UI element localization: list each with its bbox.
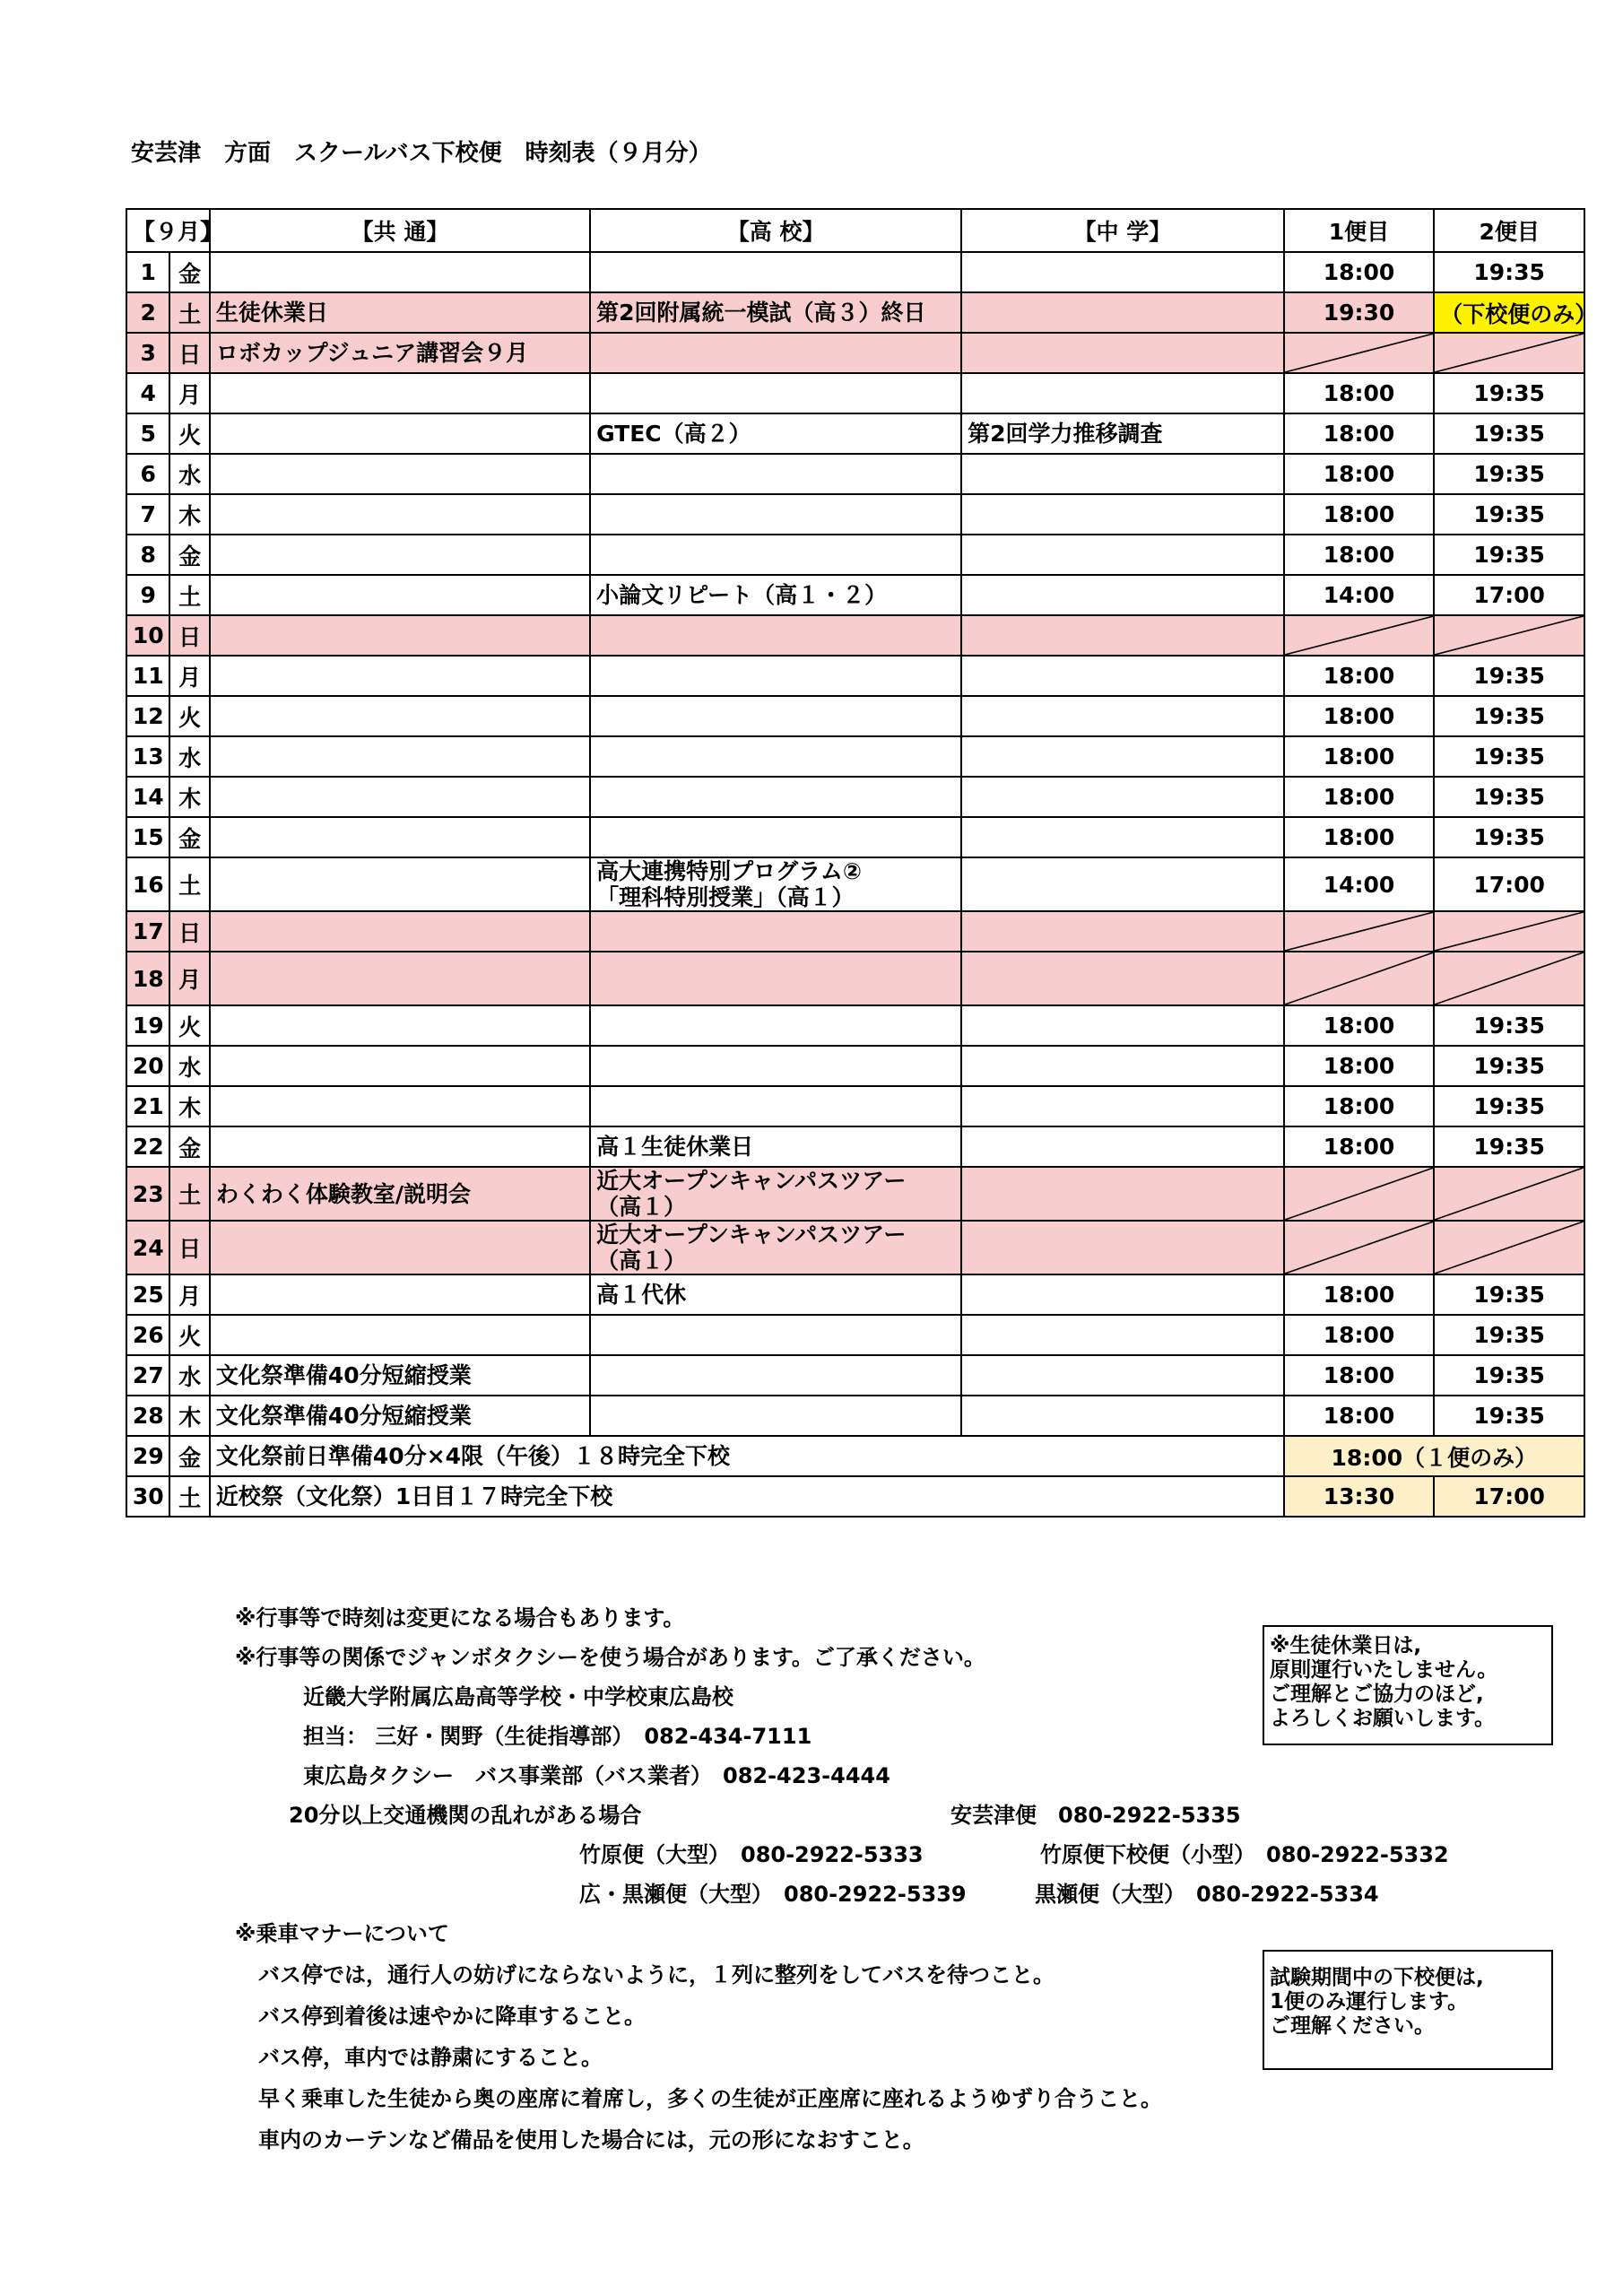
event-high-school — [590, 1086, 961, 1126]
bus-time-1: 18:00 — [1284, 373, 1435, 413]
event-middle-school — [961, 656, 1284, 696]
day-number: 29 — [126, 1436, 169, 1476]
bus-time-2: 19:35 — [1434, 413, 1584, 454]
event-high-school — [590, 696, 961, 736]
table-row — [126, 292, 1584, 333]
event-common — [210, 1126, 590, 1167]
event-high-school: 高１生徒休業日 — [590, 1126, 961, 1167]
event-middle-school — [961, 1355, 1284, 1396]
event-high-school — [590, 656, 961, 696]
bus-time-1: 18:00 — [1284, 736, 1435, 777]
event-high-school — [590, 1046, 961, 1086]
no-service-bus-1 — [1284, 911, 1435, 952]
event-high-school — [590, 535, 961, 575]
bus-time-2: 17:00 — [1434, 1476, 1584, 1517]
table-row — [126, 1221, 1584, 1274]
weekday: 土 — [169, 1167, 209, 1221]
table-row — [126, 252, 1584, 292]
weekday: 土 — [169, 575, 209, 615]
bus-time-2: 19:35 — [1434, 454, 1584, 494]
bus-time-1: 18:00 — [1284, 1315, 1435, 1355]
bus-time-1: 18:00 — [1284, 1274, 1435, 1315]
day-number: 30 — [126, 1476, 169, 1517]
header-month: 【９月】 — [126, 209, 210, 252]
day-number: 5 — [126, 413, 169, 454]
bus-time-2: （下校便のみ） — [1434, 292, 1584, 333]
bus-time-1: 18:00 — [1284, 1126, 1435, 1167]
day-number: 4 — [126, 373, 169, 413]
bus-time-2: 17:00 — [1434, 575, 1584, 615]
note-jumbo-taxi: ※行事等の関係でジャンボタクシーを使う場合があります。ご了承ください。 — [235, 1645, 985, 1670]
day-number: 8 — [126, 535, 169, 575]
event-middle-school — [961, 333, 1284, 373]
event-common — [210, 857, 590, 911]
weekday: 金 — [169, 1436, 209, 1476]
manner-line-3: バス停，車内では静粛にすること。 — [258, 2045, 603, 2070]
bus-time-1: 18:00 — [1284, 656, 1435, 696]
table-row — [126, 1167, 1584, 1221]
event-common — [210, 777, 590, 817]
day-number: 21 — [126, 1086, 169, 1126]
weekday: 水 — [169, 1355, 209, 1396]
header-common: 【共 通】 — [210, 209, 590, 252]
table-row — [126, 333, 1584, 373]
event-high-school: 高１代休 — [590, 1274, 961, 1315]
bus-time-1: 18:00 — [1284, 696, 1435, 736]
day-number: 23 — [126, 1167, 169, 1221]
event-high-school — [590, 1355, 961, 1396]
event-middle-school — [961, 1274, 1284, 1315]
no-service-bus-2 — [1434, 615, 1584, 656]
weekday: 土 — [169, 1476, 209, 1517]
manner-line-1: バス停では，通行人の妨げにならないように，１列に整列をしてバスを待つこと。 — [258, 1962, 1055, 1987]
no-service-bus-1 — [1284, 952, 1435, 1005]
bus-time-1: 14:00 — [1284, 857, 1435, 911]
table-row — [126, 1046, 1584, 1086]
event-common: 文化祭準備40分短縮授業 — [210, 1355, 590, 1396]
table-row — [126, 857, 1584, 911]
event-common — [210, 911, 590, 952]
holiday-notice-line-3: ご理解とご協力のほど, — [1270, 1683, 1484, 1706]
table-row — [126, 1396, 1584, 1436]
bus-time-1: 19:30 — [1284, 292, 1435, 333]
holiday-notice-line-4: よろしくお願いします。 — [1270, 1707, 1496, 1730]
day-number: 9 — [126, 575, 169, 615]
day-number: 2 — [126, 292, 169, 333]
event-middle-school — [961, 292, 1284, 333]
day-number: 27 — [126, 1355, 169, 1396]
event-high-school — [590, 333, 961, 373]
bus-time-2: 19:35 — [1434, 777, 1584, 817]
holiday-notice-line-2: 原則運行いたしません。 — [1270, 1658, 1498, 1682]
manner-line-4: 早く乗車した生徒から奥の座席に着席し，多くの生徒が正座席に座れるようゆずり合うこと。 — [258, 2086, 1162, 2111]
bus-time-1: 18:00 — [1284, 535, 1435, 575]
phone-hiro-kurose: 広・黒瀬便（大型） 080-2922-5339 — [579, 1882, 967, 1907]
event-common — [210, 817, 590, 857]
weekday: 金 — [169, 252, 209, 292]
event-common — [210, 413, 590, 454]
phone-takehara-large: 竹原便（大型） 080-2922-5333 — [579, 1842, 924, 1867]
event-middle-school — [961, 615, 1284, 656]
event-high-school — [590, 454, 961, 494]
bus-time-2: 19:35 — [1434, 1396, 1584, 1436]
day-number: 10 — [126, 615, 169, 656]
bus-time-1: 18:00 — [1284, 1005, 1435, 1046]
delay-notice: 20分以上交通機関の乱れがある場合 — [289, 1803, 642, 1828]
contact-person: 担当： 三好・関野（生徒指導部） 082-434-7111 — [303, 1724, 812, 1749]
event-high-school — [590, 615, 961, 656]
bus-time-2: 19:35 — [1434, 252, 1584, 292]
phone-kurose: 黒瀬便（大型） 080-2922-5334 — [1035, 1882, 1379, 1907]
weekday: 月 — [169, 1274, 209, 1315]
bus-time-1: 18:00 — [1284, 1396, 1435, 1436]
exam-notice-box — [1263, 1950, 1553, 2070]
event-common — [210, 1086, 590, 1126]
no-service-bus-2 — [1434, 333, 1584, 373]
event-middle-school — [961, 817, 1284, 857]
bus-time-2: 19:35 — [1434, 736, 1584, 777]
event-high-school — [590, 777, 961, 817]
bus-time-1: 18:00 — [1284, 777, 1435, 817]
weekday: 月 — [169, 952, 209, 1005]
event-middle-school — [961, 373, 1284, 413]
no-service-bus-2 — [1434, 952, 1584, 1005]
event-high-school: 小論文リピート（高１・２） — [590, 575, 961, 615]
table-row — [126, 1086, 1584, 1126]
event-middle-school — [961, 535, 1284, 575]
exam-notice-line-2: 1便のみ運行します。 — [1270, 1990, 1469, 2013]
event-middle-school — [961, 1046, 1284, 1086]
bus-time-2: 17:00 — [1434, 857, 1584, 911]
event-high-school — [590, 911, 961, 952]
weekday: 金 — [169, 817, 209, 857]
event-high-school — [590, 736, 961, 777]
event-middle-school — [961, 1005, 1284, 1046]
bus-time-1: 18:00 — [1284, 413, 1435, 454]
day-number: 25 — [126, 1274, 169, 1315]
table-row — [126, 1355, 1584, 1396]
holiday-notice-box — [1263, 1625, 1553, 1745]
header-bus-1: 1便目 — [1284, 209, 1435, 252]
event-high-school — [590, 1315, 961, 1355]
table-row — [126, 1274, 1584, 1315]
bus-time-2: 19:35 — [1434, 1315, 1584, 1355]
event-common — [210, 696, 590, 736]
table-row — [126, 817, 1584, 857]
event-common: 文化祭準備40分短縮授業 — [210, 1396, 590, 1436]
weekday: 日 — [169, 615, 209, 656]
event-high-school — [590, 252, 961, 292]
event-merged: 近校祭（文化祭）1日目１７時完全下校 — [210, 1476, 1284, 1517]
bus-time-1: 18:00 — [1284, 1086, 1435, 1126]
bus-time-1: 18:00 — [1284, 817, 1435, 857]
day-number: 13 — [126, 736, 169, 777]
table-row — [126, 952, 1584, 1005]
event-middle-school — [961, 1396, 1284, 1436]
event-high-school: 高大連携特別プログラム② 「理科特別授業」（高１） — [590, 857, 961, 911]
day-number: 16 — [126, 857, 169, 911]
event-middle-school — [961, 1315, 1284, 1355]
holiday-notice-line-1: ※生徒休業日は, — [1270, 1634, 1422, 1657]
weekday: 火 — [169, 1315, 209, 1355]
event-common — [210, 952, 590, 1005]
table-row — [126, 454, 1584, 494]
weekday: 水 — [169, 736, 209, 777]
no-service-bus-2 — [1434, 1167, 1584, 1221]
weekday: 水 — [169, 1046, 209, 1086]
event-middle-school — [961, 911, 1284, 952]
table-row — [126, 575, 1584, 615]
event-high-school — [590, 817, 961, 857]
weekday: 月 — [169, 656, 209, 696]
table-row — [126, 615, 1584, 656]
table-row — [126, 1436, 1584, 1476]
weekday: 金 — [169, 1126, 209, 1167]
event-common — [210, 1315, 590, 1355]
table-row — [126, 911, 1584, 952]
event-merged: 文化祭前日準備40分×4限（午後）１８時完全下校 — [210, 1436, 1284, 1476]
event-high-school — [590, 494, 961, 535]
manners-title: ※乗車マナーについて — [235, 1921, 449, 1946]
event-high-school — [590, 373, 961, 413]
table-row — [126, 1476, 1584, 1517]
bus-time-2: 19:35 — [1434, 696, 1584, 736]
event-common: 生徒休業日 — [210, 292, 590, 333]
event-middle-school — [961, 494, 1284, 535]
event-common — [210, 1005, 590, 1046]
event-high-school: 近大オープンキャンパスツアー （高１） — [590, 1167, 961, 1221]
event-middle-school — [961, 252, 1284, 292]
weekday: 木 — [169, 1086, 209, 1126]
school-name: 近畿大学附属広島高等学校・中学校東広島校 — [303, 1684, 733, 1709]
header-middle-school: 【中 学】 — [961, 209, 1284, 252]
event-common — [210, 1046, 590, 1086]
event-high-school: 近大オープンキャンパスツアー （高１） — [590, 1221, 961, 1274]
no-service-bus-1 — [1284, 1167, 1435, 1221]
event-middle-school — [961, 1221, 1284, 1274]
note-time-change: ※行事等で時刻は変更になる場合もあります。 — [235, 1605, 685, 1631]
day-number: 3 — [126, 333, 169, 373]
table-row — [126, 1126, 1584, 1167]
weekday: 火 — [169, 1005, 209, 1046]
day-number: 20 — [126, 1046, 169, 1086]
no-service-bus-1 — [1284, 615, 1435, 656]
manner-line-5: 車内のカーテンなど備品を使用した場合には，元の形になおすこと。 — [258, 2127, 924, 2152]
event-common — [210, 736, 590, 777]
header-high-school: 【高 校】 — [590, 209, 961, 252]
event-high-school: GTEC（高２） — [590, 413, 961, 454]
table-row — [126, 373, 1584, 413]
bus-time-1: 18:00 — [1284, 454, 1435, 494]
day-number: 18 — [126, 952, 169, 1005]
header-bus-2: 2便目 — [1434, 209, 1584, 252]
event-common — [210, 615, 590, 656]
event-middle-school — [961, 1167, 1284, 1221]
bus-time-1: 13:30 — [1284, 1476, 1435, 1517]
weekday: 日 — [169, 333, 209, 373]
event-common — [210, 575, 590, 615]
weekday: 日 — [169, 911, 209, 952]
bus-time-2: 19:35 — [1434, 1355, 1584, 1396]
weekday: 金 — [169, 535, 209, 575]
event-high-school — [590, 1396, 961, 1436]
bus-time-1: 18:00 — [1284, 1046, 1435, 1086]
event-common — [210, 494, 590, 535]
table-row — [126, 413, 1584, 454]
event-common — [210, 454, 590, 494]
bus-timetable — [126, 208, 1598, 1518]
page-title: 安芸津 方面 スクールバス下校便 時刻表（９月分） — [131, 140, 712, 167]
event-middle-school — [961, 952, 1284, 1005]
day-number: 7 — [126, 494, 169, 535]
day-number: 1 — [126, 252, 169, 292]
exam-notice-line-3: ご理解ください。 — [1270, 2014, 1435, 2038]
bus-time-2: 19:35 — [1434, 656, 1584, 696]
day-number: 17 — [126, 911, 169, 952]
event-common: ロボカップジュニア講習会９月 — [210, 333, 590, 373]
event-common — [210, 1274, 590, 1315]
no-service-bus-2 — [1434, 1221, 1584, 1274]
event-high-school — [590, 952, 961, 1005]
weekday: 木 — [169, 1396, 209, 1436]
event-common — [210, 373, 590, 413]
table-header-row — [126, 209, 1584, 252]
bus-time-2: 19:35 — [1434, 1126, 1584, 1167]
exam-notice-line-1: 試験期間中の下校便は, — [1270, 1966, 1484, 1989]
no-service-bus-2 — [1434, 911, 1584, 952]
event-common — [210, 252, 590, 292]
day-number: 26 — [126, 1315, 169, 1355]
event-high-school: 第2回附属統一模試（高３）終日 — [590, 292, 961, 333]
event-common — [210, 535, 590, 575]
day-number: 19 — [126, 1005, 169, 1046]
event-common: わくわく体験教室/説明会 — [210, 1167, 590, 1221]
weekday: 火 — [169, 413, 209, 454]
bus-time-2: 19:35 — [1434, 1086, 1584, 1126]
bus-time-2: 19:35 — [1434, 535, 1584, 575]
day-number: 12 — [126, 696, 169, 736]
table-row — [126, 1005, 1584, 1046]
day-number: 6 — [126, 454, 169, 494]
event-middle-school — [961, 696, 1284, 736]
bus-time-1: 14:00 — [1284, 575, 1435, 615]
table-row — [126, 777, 1584, 817]
day-number: 11 — [126, 656, 169, 696]
phone-takehara-small: 竹原便下校便（小型） 080-2922-5332 — [1040, 1842, 1449, 1867]
day-number: 15 — [126, 817, 169, 857]
manner-line-2: バス停到着後は速やかに降車すること。 — [258, 2004, 646, 2029]
table-row — [126, 535, 1584, 575]
weekday: 木 — [169, 777, 209, 817]
day-number: 14 — [126, 777, 169, 817]
event-common — [210, 1221, 590, 1274]
table-row — [126, 494, 1584, 535]
bus-time-2: 19:35 — [1434, 1005, 1584, 1046]
weekday: 日 — [169, 1221, 209, 1274]
event-middle-school — [961, 857, 1284, 911]
day-number: 22 — [126, 1126, 169, 1167]
bus-time-2: 19:35 — [1434, 1274, 1584, 1315]
event-common — [210, 656, 590, 696]
weekday: 火 — [169, 696, 209, 736]
no-service-bus-1 — [1284, 1221, 1435, 1274]
weekday: 土 — [169, 857, 209, 911]
bus-time-1: 18:00 — [1284, 494, 1435, 535]
no-service-bus-1 — [1284, 333, 1435, 373]
table-row — [126, 736, 1584, 777]
table-row — [126, 1315, 1584, 1355]
bus-time-1: 18:00 — [1284, 252, 1435, 292]
event-middle-school: 第2回学力推移調査 — [961, 413, 1284, 454]
event-middle-school — [961, 575, 1284, 615]
bus-time-merged: 18:00（１便のみ） — [1284, 1436, 1584, 1476]
weekday: 月 — [169, 373, 209, 413]
bus-time-2: 19:35 — [1434, 494, 1584, 535]
weekday: 水 — [169, 454, 209, 494]
weekday: 木 — [169, 494, 209, 535]
bus-time-1: 18:00 — [1284, 1355, 1435, 1396]
bus-time-2: 19:35 — [1434, 817, 1584, 857]
event-high-school — [590, 1005, 961, 1046]
day-number: 24 — [126, 1221, 169, 1274]
bus-time-2: 19:35 — [1434, 1046, 1584, 1086]
event-middle-school — [961, 454, 1284, 494]
table-row — [126, 696, 1584, 736]
taxi-company: 東広島タクシー バス事業部（バス業者） 082-423-4444 — [303, 1763, 890, 1788]
event-middle-school — [961, 736, 1284, 777]
event-middle-school — [961, 1086, 1284, 1126]
table-row — [126, 656, 1584, 696]
weekday: 土 — [169, 292, 209, 333]
day-number: 28 — [126, 1396, 169, 1436]
bus-time-2: 19:35 — [1434, 373, 1584, 413]
event-middle-school — [961, 1126, 1284, 1167]
event-middle-school — [961, 777, 1284, 817]
phone-akitsu: 安芸津便 080-2922-5335 — [950, 1803, 1241, 1828]
